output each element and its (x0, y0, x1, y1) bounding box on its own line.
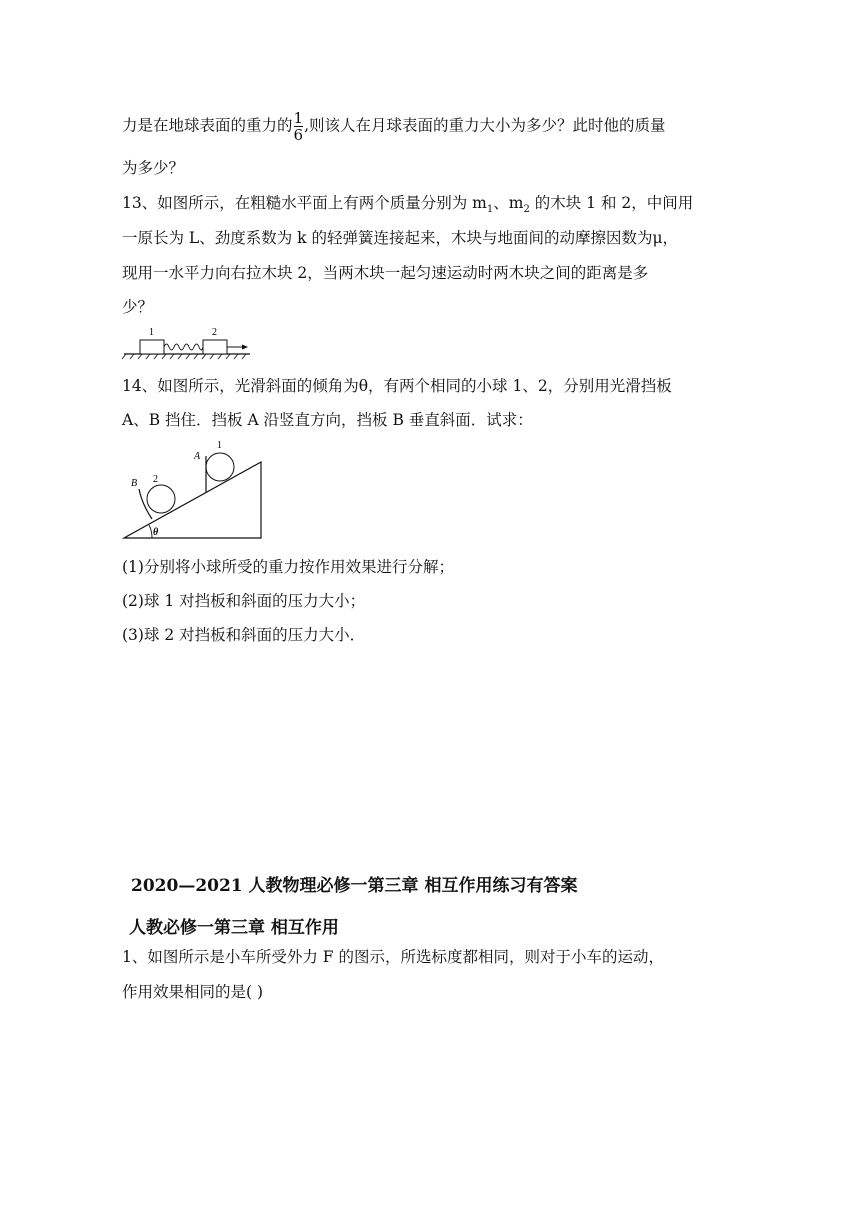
incline-balls-figure (122, 436, 267, 544)
block-1-label: 1 (149, 327, 154, 338)
document-title: 2020—2021 人教物理必修一第三章 相互作用练习有答案 (131, 876, 578, 896)
m2-subscript: 2 (523, 204, 530, 216)
plate-a-label: A (194, 451, 201, 462)
ball-2-label: 2 (153, 474, 158, 485)
q12-line2: 为多少？ (122, 159, 185, 177)
q12-line1 (122, 110, 666, 143)
q1-line2: 作用效果相同的是( ) (122, 983, 264, 1001)
block-2 (203, 340, 227, 354)
q13-text-a: 13、如图所示，在粗糙水平面上有两个质量分别为 m (122, 194, 487, 212)
angle-arc (149, 525, 152, 538)
incline (124, 462, 261, 538)
m1-subscript: 1 (486, 204, 494, 216)
section-subtitle: 人教必修一第三章 相互作用 (129, 918, 339, 938)
plate-b-label: B (131, 478, 138, 489)
block-2-label: 2 (212, 327, 217, 338)
block-1 (140, 340, 164, 354)
spring-blocks-figure (124, 324, 254, 360)
q14-subquestion-2: (2)球 1 对挡板和斜面的压力大小； (122, 592, 366, 610)
q13-text-b: 、m (493, 194, 524, 212)
q14-subquestion-1: (1)分别将小球所受的重力按作用效果进行分解； (122, 558, 454, 576)
spring (164, 344, 203, 350)
fraction-one-sixth (294, 110, 304, 143)
q12-text-after-fraction: ,则该人在月球表面的重力大小为多少？此时他的质量 (304, 116, 666, 135)
q13-line1 (122, 193, 693, 220)
q13-text-c: 的木块 1 和 2，中间用 (529, 194, 694, 212)
q13-line4: 少？ (122, 298, 154, 316)
q14-line2: A、B 挡住．挡板 A 沿竖直方向，挡板 B 垂直斜面．试求： (122, 411, 533, 429)
q14-subquestion-3: (3)球 2 对挡板和斜面的压力大小． (122, 626, 366, 644)
ball-1-label: 1 (217, 440, 222, 451)
fraction-denominator: 6 (293, 126, 304, 144)
q12-text-before-fraction: 力是在地球表面的重力的 (122, 116, 293, 135)
q13-line2: 一原长为 L、劲度系数为 k 的轻弹簧连接起来，木块与地面间的动摩擦因数为μ， (122, 229, 679, 247)
ball-1 (206, 453, 234, 481)
q13-line3: 现用一水平力向右拉木块 2，当两木块一起匀速运动时两木块之间的距离是多 (122, 264, 649, 282)
q1-line1: 1、如图所示是小车所受外力 F 的图示，所选标度都相同，则对于小车的运动， (122, 948, 664, 966)
ball-2 (147, 485, 175, 513)
angle-label: θ (153, 527, 159, 538)
fraction-numerator: 1 (293, 109, 304, 127)
q14-line1: 14、如图所示，光滑斜面的倾角为θ，有两个相同的小球 1、2，分别用光滑挡板 (122, 377, 672, 395)
